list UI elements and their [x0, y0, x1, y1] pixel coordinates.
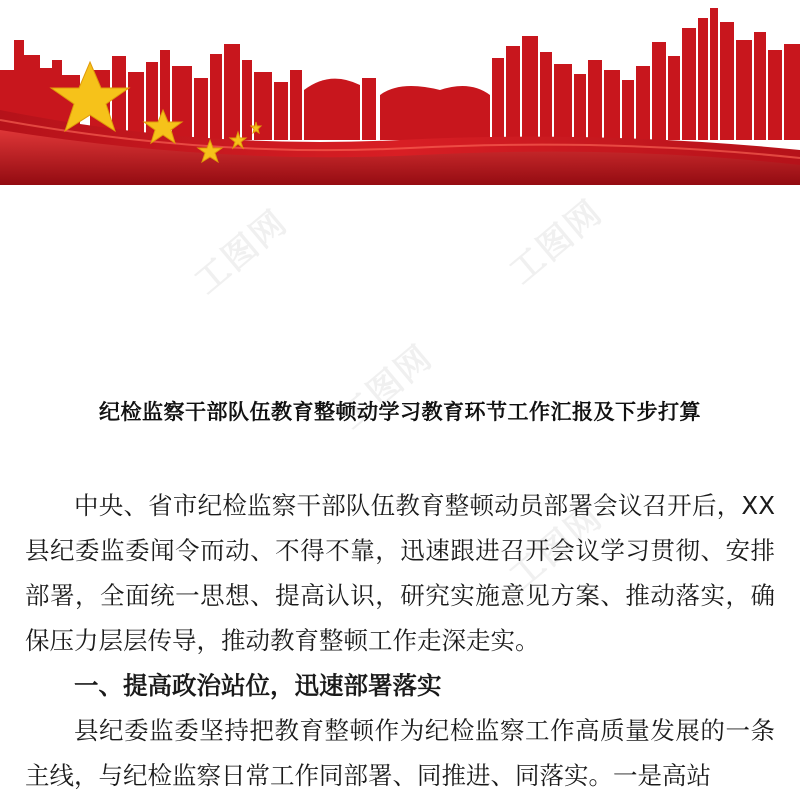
- watermark: 工图网: [187, 202, 296, 303]
- watermark: 工图网: [502, 497, 611, 598]
- section-heading: 一、提高政治站位，迅速部署落实: [74, 671, 442, 700]
- document-body: [25, 483, 775, 798]
- header-banner: [0, 0, 800, 185]
- document-title: 纪检监察干部队伍教育整顿动学习教育环节工作汇报及下步打算: [99, 400, 701, 424]
- watermark: 工图网: [332, 337, 441, 438]
- watermark: 工图网: [502, 192, 611, 293]
- intro-paragraph: 中央、省市纪检监察干部队伍教育整顿动员部署会议召开后，XX 县纪委监委闻令而动、不得不靠，迅速跟进召开会议学习贯彻、安排部署，全面统一思想、提高认识，研究实施意见方案、推动落实，确保压力层层传导，推动教育整顿工作走深走实。: [25, 491, 775, 655]
- section-paragraph: 县纪委监委坚持把教育整顿作为纪检监察工作高质量发展的一条主线，与纪检监察日常工作同部署、同推进、同落实。一是高站: [25, 716, 775, 790]
- city-skyline: [0, 8, 800, 140]
